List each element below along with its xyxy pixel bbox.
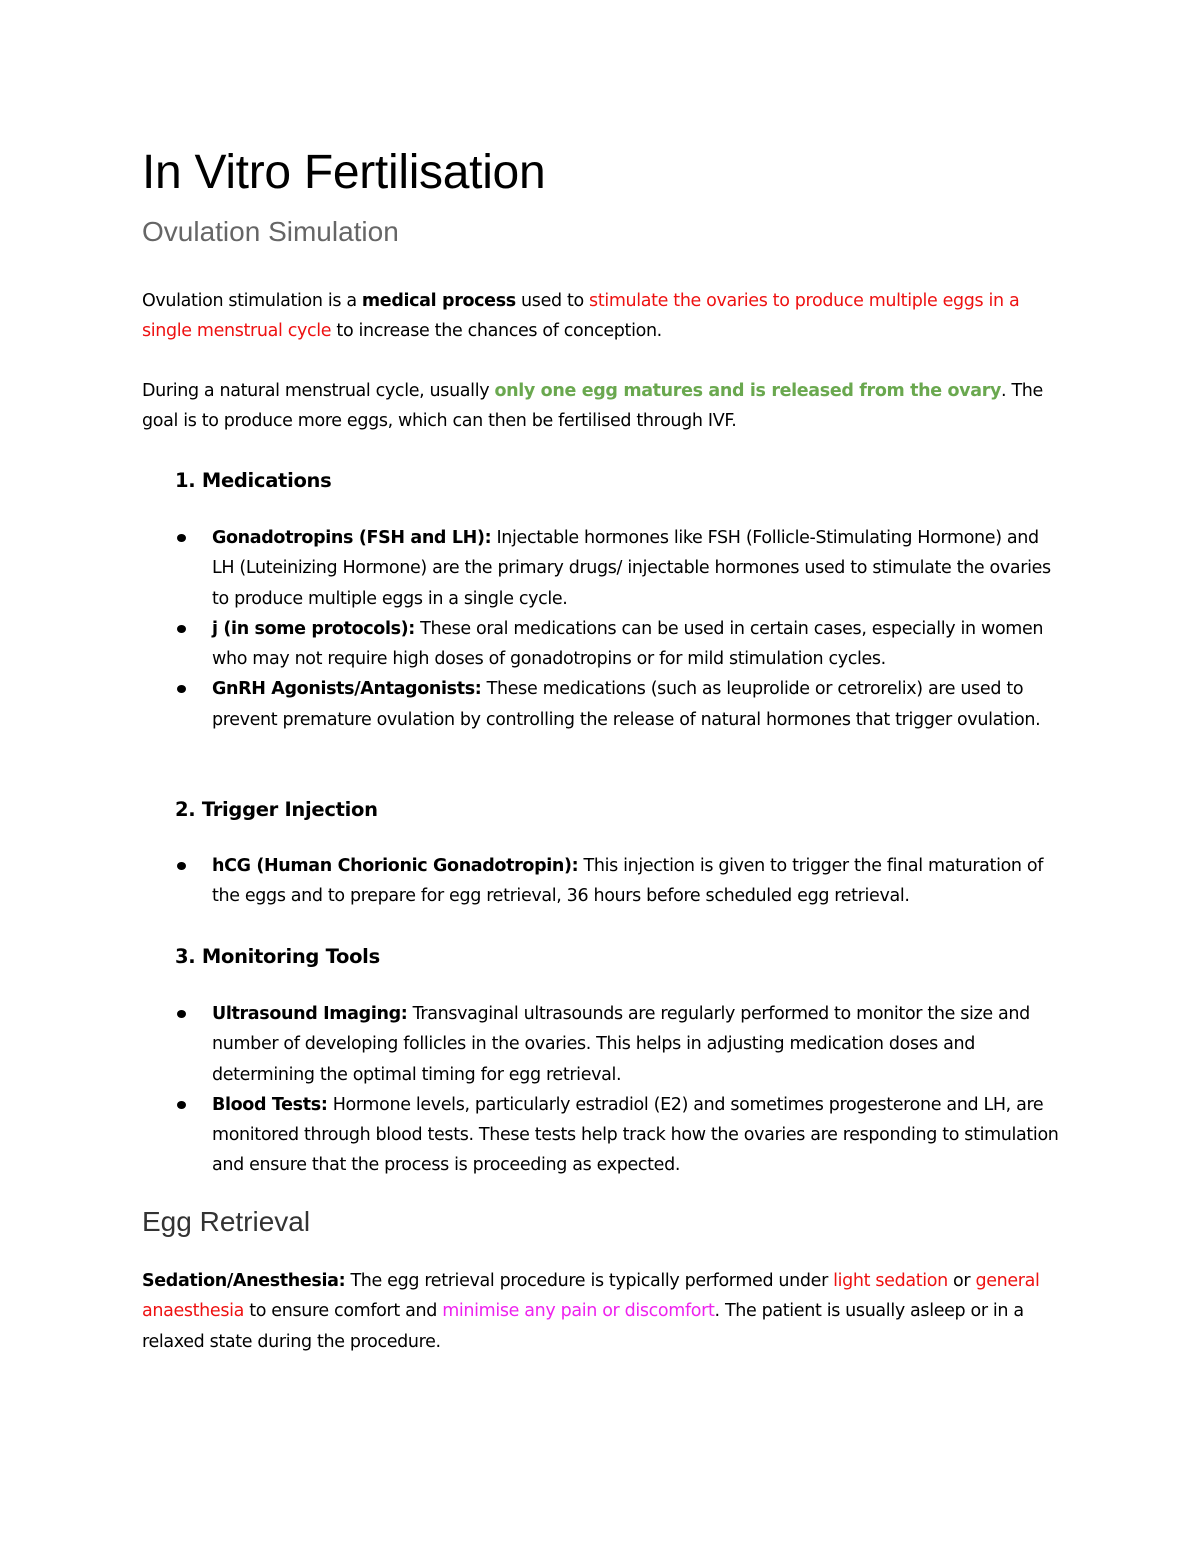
bold-run: Sedation/Anesthesia: bbox=[142, 1271, 346, 1291]
heading-medications: 1. Medications bbox=[175, 469, 332, 492]
text-run: . The patient is usually asleep or in a relaxed state during the procedure. bbox=[142, 1301, 1024, 1352]
paragraph-ovulation-stimulation bbox=[142, 286, 1062, 347]
list-item bbox=[175, 614, 1065, 675]
paragraph-natural-cycle bbox=[142, 376, 1062, 437]
item-label: Gonadotropins (FSH and LH): bbox=[212, 528, 492, 548]
item-text: These medications (such as leuprolide or cetrorelix) are used to prevent premature ovulation by controlling the release of natural hormones that trigger ovulation. bbox=[212, 679, 1041, 730]
monitoring-list bbox=[175, 999, 1065, 1181]
item-text: Injectable hormones like FSH (Follicle-Stimulating Hormone) and LH (Luteinizing Hormone) are the primary drugs/ injectable hormones used to stimulate the ovaries to produce multiple eggs in a single cycle. bbox=[212, 528, 1051, 609]
heading-trigger-injection: 2. Trigger Injection bbox=[175, 798, 378, 821]
highlight-green-run: only one egg matures and is released from the ovary bbox=[494, 381, 1002, 401]
text-run: During a natural menstrual cycle, usually bbox=[142, 381, 495, 401]
bullet-icon bbox=[177, 534, 186, 542]
highlight-red-run: light sedation bbox=[833, 1271, 948, 1291]
text-run: used to bbox=[515, 291, 590, 311]
bullet-icon bbox=[177, 625, 186, 633]
text-run: The egg retrieval procedure is typically performed under bbox=[345, 1271, 834, 1291]
item-label: Ultrasound Imaging: bbox=[212, 1004, 408, 1024]
list-item bbox=[175, 999, 1065, 1090]
highlight-magenta-run: minimise any pain or discomfort bbox=[442, 1301, 715, 1322]
item-text: Transvaginal ultrasounds are regularly performed to monitor the size and number of developing follicles in the ovaries. This helps in adjusting medication doses and determining the optimal timing for egg retrieval. bbox=[212, 1004, 1030, 1085]
text-run: to increase the chances of conception. bbox=[331, 321, 662, 342]
text-run: . The goal is to produce more eggs, which can then be fertilised through IVF. bbox=[142, 381, 1043, 432]
highlight-red-run: general anaesthesia bbox=[142, 1271, 1040, 1322]
trigger-list bbox=[175, 851, 1065, 912]
item-label: j (in some protocols): bbox=[212, 618, 415, 639]
list-item bbox=[175, 523, 1065, 614]
list-item bbox=[175, 851, 1065, 912]
item-text: These oral medications can be used in certain cases, especially in women who may not require high doses of gonadotropins or for mild stimulation cycles. bbox=[212, 618, 1044, 670]
paragraph-sedation bbox=[142, 1266, 1062, 1357]
text-run: Ovulation stimulation is a bbox=[142, 291, 362, 311]
item-label: hCG (Human Chorionic Gonadotropin): bbox=[212, 856, 579, 876]
text-run: or bbox=[947, 1271, 976, 1291]
bold-run: medical process bbox=[361, 291, 516, 311]
bullet-icon bbox=[177, 1101, 186, 1109]
heading-monitoring-tools: 3. Monitoring Tools bbox=[175, 945, 380, 968]
bullet-icon bbox=[177, 685, 186, 693]
text-run: to ensure comfort and bbox=[244, 1301, 443, 1322]
section-heading-egg-retrieval: Egg Retrieval bbox=[142, 1206, 311, 1237]
medications-list bbox=[175, 523, 1065, 735]
list-item bbox=[175, 674, 1065, 735]
item-text: This injection is given to trigger the final maturation of the eggs and to prepare for egg retrieval, 36 hours before scheduled egg retrieval. bbox=[212, 856, 1044, 907]
list-item bbox=[175, 1090, 1065, 1181]
bullet-icon bbox=[177, 1010, 186, 1018]
document-title: In Vitro Fertilisation bbox=[142, 146, 546, 199]
bullet-icon bbox=[177, 862, 186, 870]
item-label: GnRH Agonists/Antagonists: bbox=[212, 679, 482, 700]
section-heading-ovulation-simulation: Ovulation Simulation bbox=[142, 216, 399, 247]
highlight-red-run: stimulate the ovaries to produce multiple eggs in a single menstrual cycle bbox=[142, 291, 1020, 342]
item-label: Blood Tests: bbox=[212, 1094, 328, 1115]
item-text: Hormone levels, particularly estradiol (E2) and sometimes progesterone and LH, are monitored through blood tests. These tests help track how the ovaries are responding to stimulation and ensure that the process is proceeding as expected. bbox=[212, 1094, 1059, 1176]
